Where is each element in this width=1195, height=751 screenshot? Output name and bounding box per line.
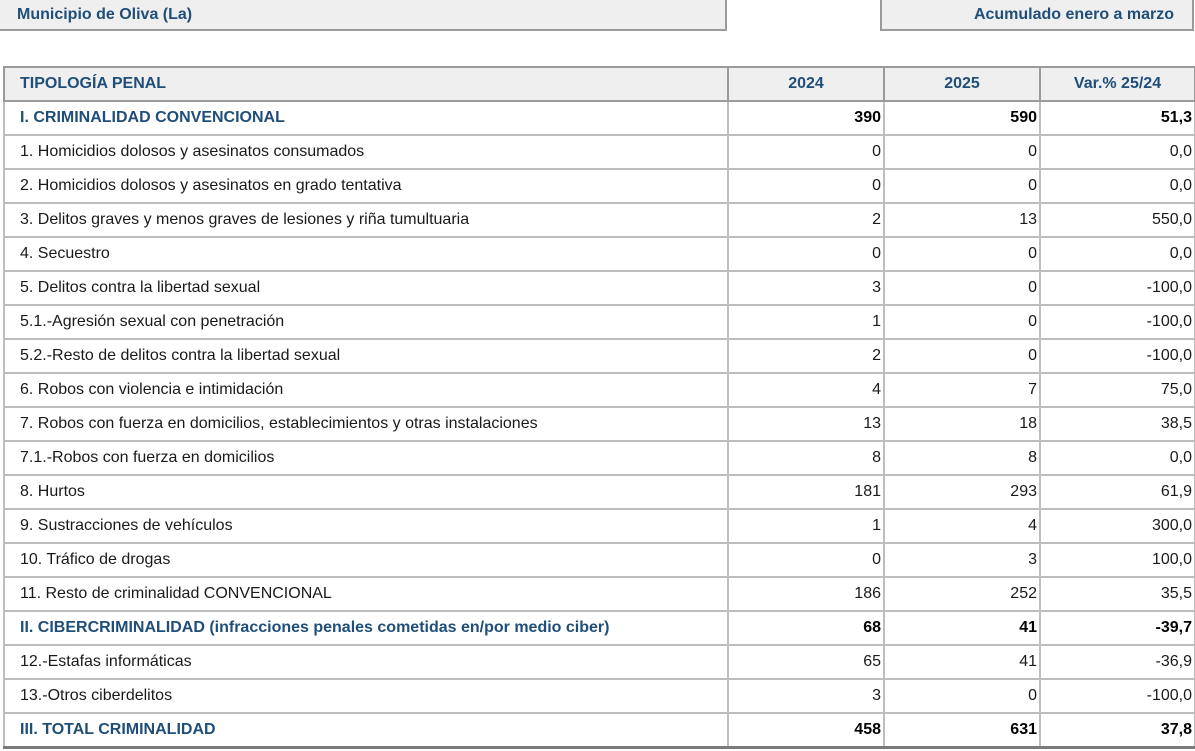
table-row <box>4 441 1195 475</box>
table-row <box>4 237 1195 271</box>
row-value-2025: 13 <box>884 203 1040 237</box>
row-value-variation: -100,0 <box>1040 271 1195 305</box>
row-value-2024: 1 <box>728 305 884 339</box>
table-header-row <box>4 67 1195 101</box>
table-row <box>4 543 1195 577</box>
row-value-2024: 13 <box>728 407 884 441</box>
row-value-2025: 41 <box>884 645 1040 679</box>
row-value-variation: 61,9 <box>1040 475 1195 509</box>
table-row <box>4 645 1195 679</box>
municipality-title: Municipio de Oliva (La) <box>0 0 727 31</box>
row-value-2025: 0 <box>884 237 1040 271</box>
table-row <box>4 305 1195 339</box>
column-header-2025: 2025 <box>884 67 1040 101</box>
row-value-2025: 0 <box>884 271 1040 305</box>
row-label: 6. Robos con violencia e intimidación <box>4 373 728 407</box>
row-value-variation: 75,0 <box>1040 373 1195 407</box>
table-row <box>4 509 1195 543</box>
row-label: 5.2.-Resto de delitos contra la libertad sexual <box>4 339 728 373</box>
row-label: 12.-Estafas informáticas <box>4 645 728 679</box>
row-label: 2. Homicidios dolosos y asesinatos en grado tentativa <box>4 169 728 203</box>
row-value-2025: 18 <box>884 407 1040 441</box>
row-label: 3. Delitos graves y menos graves de lesiones y riña tumultuaria <box>4 203 728 237</box>
column-header-2024: 2024 <box>728 67 884 101</box>
row-label: I. CRIMINALIDAD CONVENCIONAL <box>4 101 728 135</box>
row-label: II. CIBERCRIMINALIDAD (infracciones penales cometidas en/por medio ciber) <box>4 611 728 645</box>
period-label: Acumulado enero a marzo <box>880 0 1194 31</box>
table-row-group <box>4 101 1195 135</box>
row-value-variation: -36,9 <box>1040 645 1195 679</box>
row-label: 8. Hurtos <box>4 475 728 509</box>
row-value-variation: 300,0 <box>1040 509 1195 543</box>
row-value-2024: 65 <box>728 645 884 679</box>
row-value-2024: 390 <box>728 101 884 135</box>
table-row <box>4 339 1195 373</box>
crime-statistics-table <box>3 66 1195 749</box>
table-row <box>4 679 1195 713</box>
row-value-variation: -100,0 <box>1040 339 1195 373</box>
row-value-variation: -100,0 <box>1040 679 1195 713</box>
row-label: 11. Resto de criminalidad CONVENCIONAL <box>4 577 728 611</box>
row-value-2025: 8 <box>884 441 1040 475</box>
row-value-variation: 38,5 <box>1040 407 1195 441</box>
row-value-2025: 0 <box>884 679 1040 713</box>
row-value-2025: 41 <box>884 611 1040 645</box>
row-value-2024: 3 <box>728 679 884 713</box>
table-row <box>4 135 1195 169</box>
row-value-2025: 3 <box>884 543 1040 577</box>
row-value-2025: 252 <box>884 577 1040 611</box>
table-row <box>4 169 1195 203</box>
row-value-variation: 0,0 <box>1040 441 1195 475</box>
row-label: 1. Homicidios dolosos y asesinatos consumados <box>4 135 728 169</box>
row-value-2025: 0 <box>884 135 1040 169</box>
table-row <box>4 373 1195 407</box>
row-value-2024: 0 <box>728 169 884 203</box>
table-body <box>4 101 1195 748</box>
row-label: 7.1.-Robos con fuerza en domicilios <box>4 441 728 475</box>
row-value-variation: 51,3 <box>1040 101 1195 135</box>
row-value-2025: 631 <box>884 713 1040 748</box>
row-value-2024: 2 <box>728 203 884 237</box>
row-value-2025: 0 <box>884 339 1040 373</box>
row-value-2024: 4 <box>728 373 884 407</box>
row-value-2025: 7 <box>884 373 1040 407</box>
table-row <box>4 577 1195 611</box>
table-row <box>4 407 1195 441</box>
row-label: 13.-Otros ciberdelitos <box>4 679 728 713</box>
row-value-2024: 2 <box>728 339 884 373</box>
row-value-variation: 37,8 <box>1040 713 1195 748</box>
table-row <box>4 203 1195 237</box>
row-value-2024: 8 <box>728 441 884 475</box>
row-value-2025: 293 <box>884 475 1040 509</box>
row-value-2024: 0 <box>728 135 884 169</box>
row-label: 9. Sustracciones de vehículos <box>4 509 728 543</box>
row-label: 10. Tráfico de drogas <box>4 543 728 577</box>
row-label: 7. Robos con fuerza en domicilios, establecimientos y otras instalaciones <box>4 407 728 441</box>
row-value-2024: 181 <box>728 475 884 509</box>
table-row <box>4 475 1195 509</box>
column-header-variation: Var.% 25/24 <box>1040 67 1195 101</box>
row-value-variation: 100,0 <box>1040 543 1195 577</box>
row-value-2025: 590 <box>884 101 1040 135</box>
row-value-variation: -39,7 <box>1040 611 1195 645</box>
row-value-variation: 35,5 <box>1040 577 1195 611</box>
row-label: 5.1.-Agresión sexual con penetración <box>4 305 728 339</box>
row-value-2025: 4 <box>884 509 1040 543</box>
row-value-2024: 458 <box>728 713 884 748</box>
column-header-tipologia: TIPOLOGÍA PENAL <box>4 67 728 101</box>
row-value-2024: 68 <box>728 611 884 645</box>
row-value-variation: -100,0 <box>1040 305 1195 339</box>
row-label: 4. Secuestro <box>4 237 728 271</box>
row-value-variation: 0,0 <box>1040 169 1195 203</box>
table-row-group <box>4 611 1195 645</box>
row-value-2024: 0 <box>728 237 884 271</box>
row-label: III. TOTAL CRIMINALIDAD <box>4 713 728 748</box>
table-row <box>4 271 1195 305</box>
table-row-total <box>4 713 1195 748</box>
row-value-2024: 0 <box>728 543 884 577</box>
row-label: 5. Delitos contra la libertad sexual <box>4 271 728 305</box>
row-value-2025: 0 <box>884 305 1040 339</box>
row-value-variation: 0,0 <box>1040 237 1195 271</box>
row-value-2025: 0 <box>884 169 1040 203</box>
row-value-2024: 186 <box>728 577 884 611</box>
row-value-2024: 3 <box>728 271 884 305</box>
row-value-variation: 550,0 <box>1040 203 1195 237</box>
row-value-variation: 0,0 <box>1040 135 1195 169</box>
row-value-2024: 1 <box>728 509 884 543</box>
